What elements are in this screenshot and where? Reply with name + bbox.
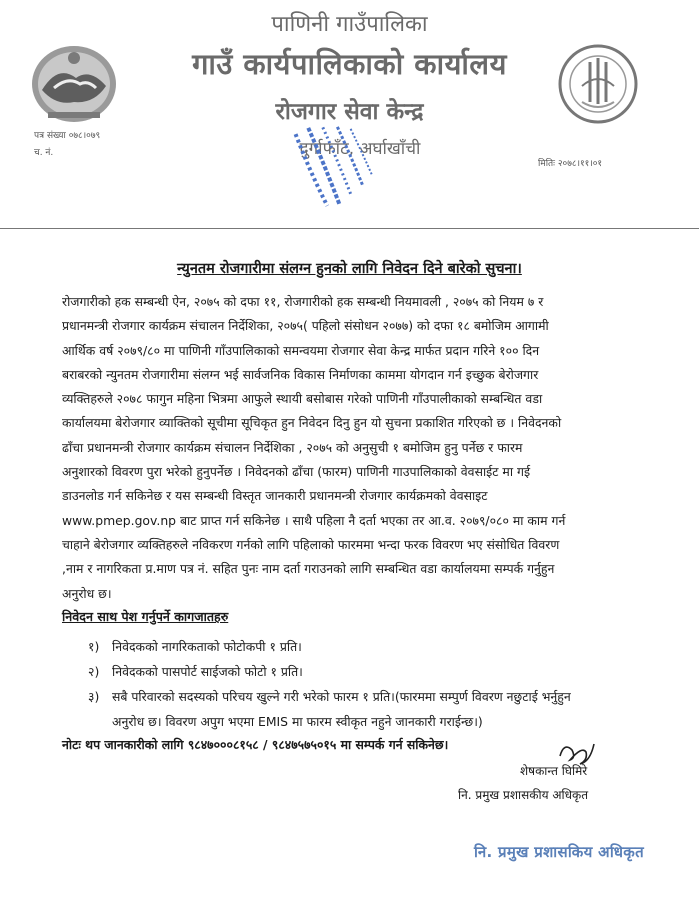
body-line: ढाँचा प्रधानमन्त्री रोजगार कार्यक्रम संचालन निर्देशिका , २०७५ को अनुसुची १ बमोजिम हुनु पर्नेछ र फारम: [62, 439, 523, 455]
notice-body: [62, 290, 634, 606]
body-line: अनुरोध छ।: [62, 585, 112, 601]
list-item-continuation: अनुरोध छ। विवरण अपुग भएमा EMIS मा फारम स्वीकृत नहुने जानकारी गराईन्छ।): [112, 714, 483, 729]
officer-stamp: नि. प्रमुख प्रशासकिय अधिकृत: [474, 843, 644, 861]
list-item-number: ३): [88, 689, 100, 704]
letter-number: पत्र संख्या ०७८।०७९: [34, 131, 101, 141]
body-line: चाहाने बेरोजगार व्यक्तिहरुले नविकरण गर्नको लागि पहिलाको फारममा भन्दा फरक विवरण भए संसोधित विवरण: [62, 536, 560, 552]
contact-note: नोटः थप जानकारीको लागि ९८४७०००८१५८ / ९८४७५७५०१५ मा सम्पर्क गर्न सकिनेछ।: [62, 737, 449, 752]
signatory-designation: नि. प्रमुख प्रशासकीय अधिकृत: [458, 788, 589, 802]
list-item: [88, 659, 648, 684]
body-line: आर्थिक वर्ष २०७९/८० मा पाणिनी गाँउपालिकाको समन्वयमा रोजगार सेवा केन्द्र मार्फत प्रदान गरिने १०० दिन: [62, 342, 540, 358]
documents-heading: निवेदन साथ पेश गर्नुपर्ने कागजातहरु: [62, 609, 229, 624]
documents-list: [88, 634, 648, 734]
body-line: व्यक्तिहरुले २०७८ फागुन महिना भित्रमा आफुले स्थायी बसोबास गरेको पाणिनी गाँउपालीकाको सम्बन्धित वडा: [62, 391, 543, 407]
list-item-number: २): [88, 664, 100, 679]
dispatch-number: च. नं.: [34, 148, 54, 158]
letter-date: मितिः २०७८।११।०१: [538, 159, 603, 169]
body-line: अनुशारको विवरण पुरा भरेको हुनुपर्नेछ । निवेदनको ढाँचा (फारम) पाणिनी गाउपालिकाको वेवसाईट मा गई: [62, 464, 531, 480]
list-item-number: १): [88, 639, 100, 654]
list-item: [88, 684, 648, 709]
notice-title-text: न्युनतम रोजगारीमा संलग्न हुनको लागि निवेदन दिने बारेको सुचना।: [177, 261, 522, 277]
center-name: रोजगार सेवा केन्द्र: [275, 99, 424, 125]
list-item-text: निवेदकको नागरिकताको फोटोकपी १ प्रति।: [112, 639, 302, 654]
signatory-name: शेषकान्त घिमिरे: [520, 764, 588, 778]
office-address: दुर्गाफाँट, अर्घाखाँची: [299, 139, 421, 159]
body-line: रोजगारीको हक सम्बन्धी ऐन, २०७५ को दफा ११, रोजगारीको हक सम्बन्धी नियमावली , २०७५ को नियम ७ र: [62, 294, 544, 309]
body-line: www.pmep.gov.np बाट प्राप्त गर्न सकिनेछ । साथै पहिला नै दर्ता भएका तर आ.व. २०७९/०८० मा काम गर्न: [62, 512, 566, 528]
municipality-name: पाणिनी गाउँपालिका: [271, 12, 428, 37]
body-line: प्रधानमन्त्री रोजगार कार्यक्रम संचालन निर्देशिका, २०७५( पहिलो संसोधन २०७७) को दफा १८ बमोजिम आगामी: [62, 318, 549, 334]
office-name: गाउँ कार्यपालिकाको कार्यालय: [192, 47, 507, 81]
body-line: ,नाम र नागरिकता प्र.माण पत्र नं. सहित पुनः नाम दर्ता गराउनको लागि सम्बन्धित वडा कार्यालयमा सम्पर्क गर्नुहुन: [62, 561, 555, 577]
letter-meta: [34, 128, 100, 162]
list-item-text: सबै परिवारको सदस्यको परिचय खुल्ने गरी भरेको फारम १ प्रति।(फारममा सम्पुर्ण विवरण नछुटाई भर्नुहुन: [112, 689, 571, 704]
body-line: कार्यालयमा बेरोजगार व्याक्तिको सूचीमा सूचिकृत हुन निवेदन दिनु हुन यो सुचना प्रकाशित गरिएको छ । निवेदनको: [62, 415, 562, 431]
list-item: [88, 634, 648, 659]
body-line: डाउनलोड गर्न सकिनेछ र यस सम्बन्धी विस्तृत जानकारी प्रधानमन्त्री रोजगार कार्यक्रमको वेवसाइट: [62, 488, 488, 504]
header-divider: [0, 228, 699, 229]
notice-title: [0, 258, 699, 278]
list-item-text: निवेदकको पासपोर्ट साईजको फोटो १ प्रति।: [112, 664, 303, 679]
body-line: बराबरको न्युनतम रोजगारीमा संलग्न भई सार्वजनिक विकास निर्माणका काममा योगदान गर्न इच्छुक बेरोजगार: [62, 366, 539, 382]
